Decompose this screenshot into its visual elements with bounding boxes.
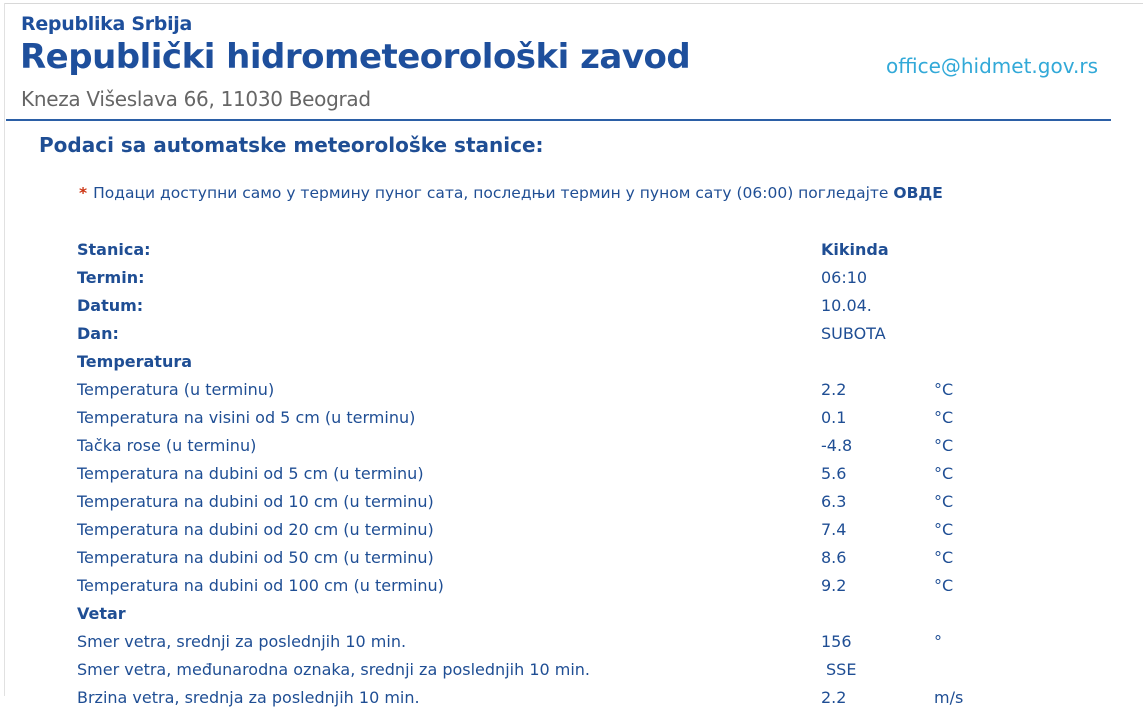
row-unit: °C	[934, 464, 954, 483]
row-value: 5.6	[821, 464, 847, 483]
row-unit: °C	[934, 492, 954, 511]
row-label: Smer vetra, međunarodna oznaka, srednji za poslednjih 10 min.	[77, 660, 591, 679]
row-label: Smer vetra, srednji za poslednjih 10 min.	[77, 632, 407, 651]
row-unit: °C	[934, 380, 954, 399]
row-label: Datum:	[77, 296, 144, 315]
notice-link-ovde[interactable]: ОВДЕ	[893, 184, 943, 202]
row-label: Temperatura na dubini od 10 cm (u terminu)	[77, 492, 434, 511]
table-row	[77, 432, 1077, 460]
group-heading-temperatura	[77, 348, 1077, 376]
row-unit: °C	[934, 436, 954, 455]
notice-asterisk: *	[79, 184, 88, 202]
row-unit: °	[934, 632, 942, 651]
org-address: Kneza Višeslava 66, 11030 Beograd	[21, 87, 371, 111]
row-value: -4.8	[821, 436, 853, 455]
table-row	[77, 516, 1077, 544]
row-value: 6.3	[821, 492, 847, 511]
email-link[interactable]: office@hidmet.gov.rs	[886, 54, 1099, 78]
page-title: Podaci sa automatske meteorološke stanice:	[39, 133, 544, 157]
row-value: 9.2	[821, 576, 847, 595]
table-row-dan	[77, 320, 1077, 348]
row-label: Brzina vetra, srednja za poslednjih 10 min.	[77, 688, 420, 707]
row-label: Temperatura (u terminu)	[77, 380, 275, 399]
row-value: 7.4	[821, 520, 847, 539]
row-value: Kikinda	[821, 240, 889, 259]
notice-text: Подаци доступни само у термину пуног сата, последњи термин у пуном сату (06:00) погледајте	[93, 184, 889, 202]
group-heading-vetar	[77, 600, 1077, 628]
row-label: Stanica:	[77, 240, 151, 259]
table-row-stanica	[77, 236, 1077, 264]
table-row	[77, 544, 1077, 572]
row-unit: °C	[934, 408, 954, 427]
header-divider	[6, 119, 1111, 121]
row-unit: °C	[934, 576, 954, 595]
org-country: Republika Srbija	[21, 13, 193, 35]
group-label: Temperatura	[77, 352, 193, 371]
row-value: 10.04.	[821, 296, 872, 315]
row-value: 2.2	[821, 380, 847, 399]
row-label: Dan:	[77, 324, 119, 343]
weather-data-table	[77, 236, 1077, 712]
table-row	[77, 376, 1077, 404]
row-unit: m/s	[934, 688, 964, 707]
row-label: Temperatura na dubini od 50 cm (u terminu)	[77, 548, 434, 567]
row-unit: °C	[934, 520, 954, 539]
notice	[79, 184, 943, 202]
row-value: SUBOTA	[821, 324, 886, 343]
row-label: Temperatura na dubini od 20 cm (u terminu)	[77, 520, 434, 539]
row-value: 06:10	[821, 268, 868, 287]
row-unit: °C	[934, 548, 954, 567]
table-row	[77, 460, 1077, 488]
header	[0, 0, 1143, 120]
table-row	[77, 488, 1077, 516]
table-row	[77, 572, 1077, 600]
table-row	[77, 404, 1077, 432]
row-value: 0.1	[821, 408, 847, 427]
row-label: Temperatura na dubini od 5 cm (u terminu)	[77, 464, 424, 483]
row-value: 2.2	[821, 688, 847, 707]
row-label: Termin:	[77, 268, 145, 287]
row-value: SSE	[826, 660, 857, 679]
row-label: Temperatura na visini od 5 cm (u terminu)	[77, 408, 416, 427]
row-value: 8.6	[821, 548, 847, 567]
row-label: Temperatura na dubini od 100 cm (u terminu)	[77, 576, 444, 595]
org-name-logo[interactable]: Republički hidrometeorološki zavod	[20, 37, 691, 77]
row-value: 156	[821, 632, 852, 651]
row-label: Tačka rose (u terminu)	[77, 436, 257, 455]
table-row	[77, 656, 1077, 684]
table-row	[77, 684, 1077, 712]
table-row-termin	[77, 264, 1077, 292]
table-row	[77, 628, 1077, 656]
group-label: Vetar	[77, 604, 126, 623]
table-row-datum	[77, 292, 1077, 320]
